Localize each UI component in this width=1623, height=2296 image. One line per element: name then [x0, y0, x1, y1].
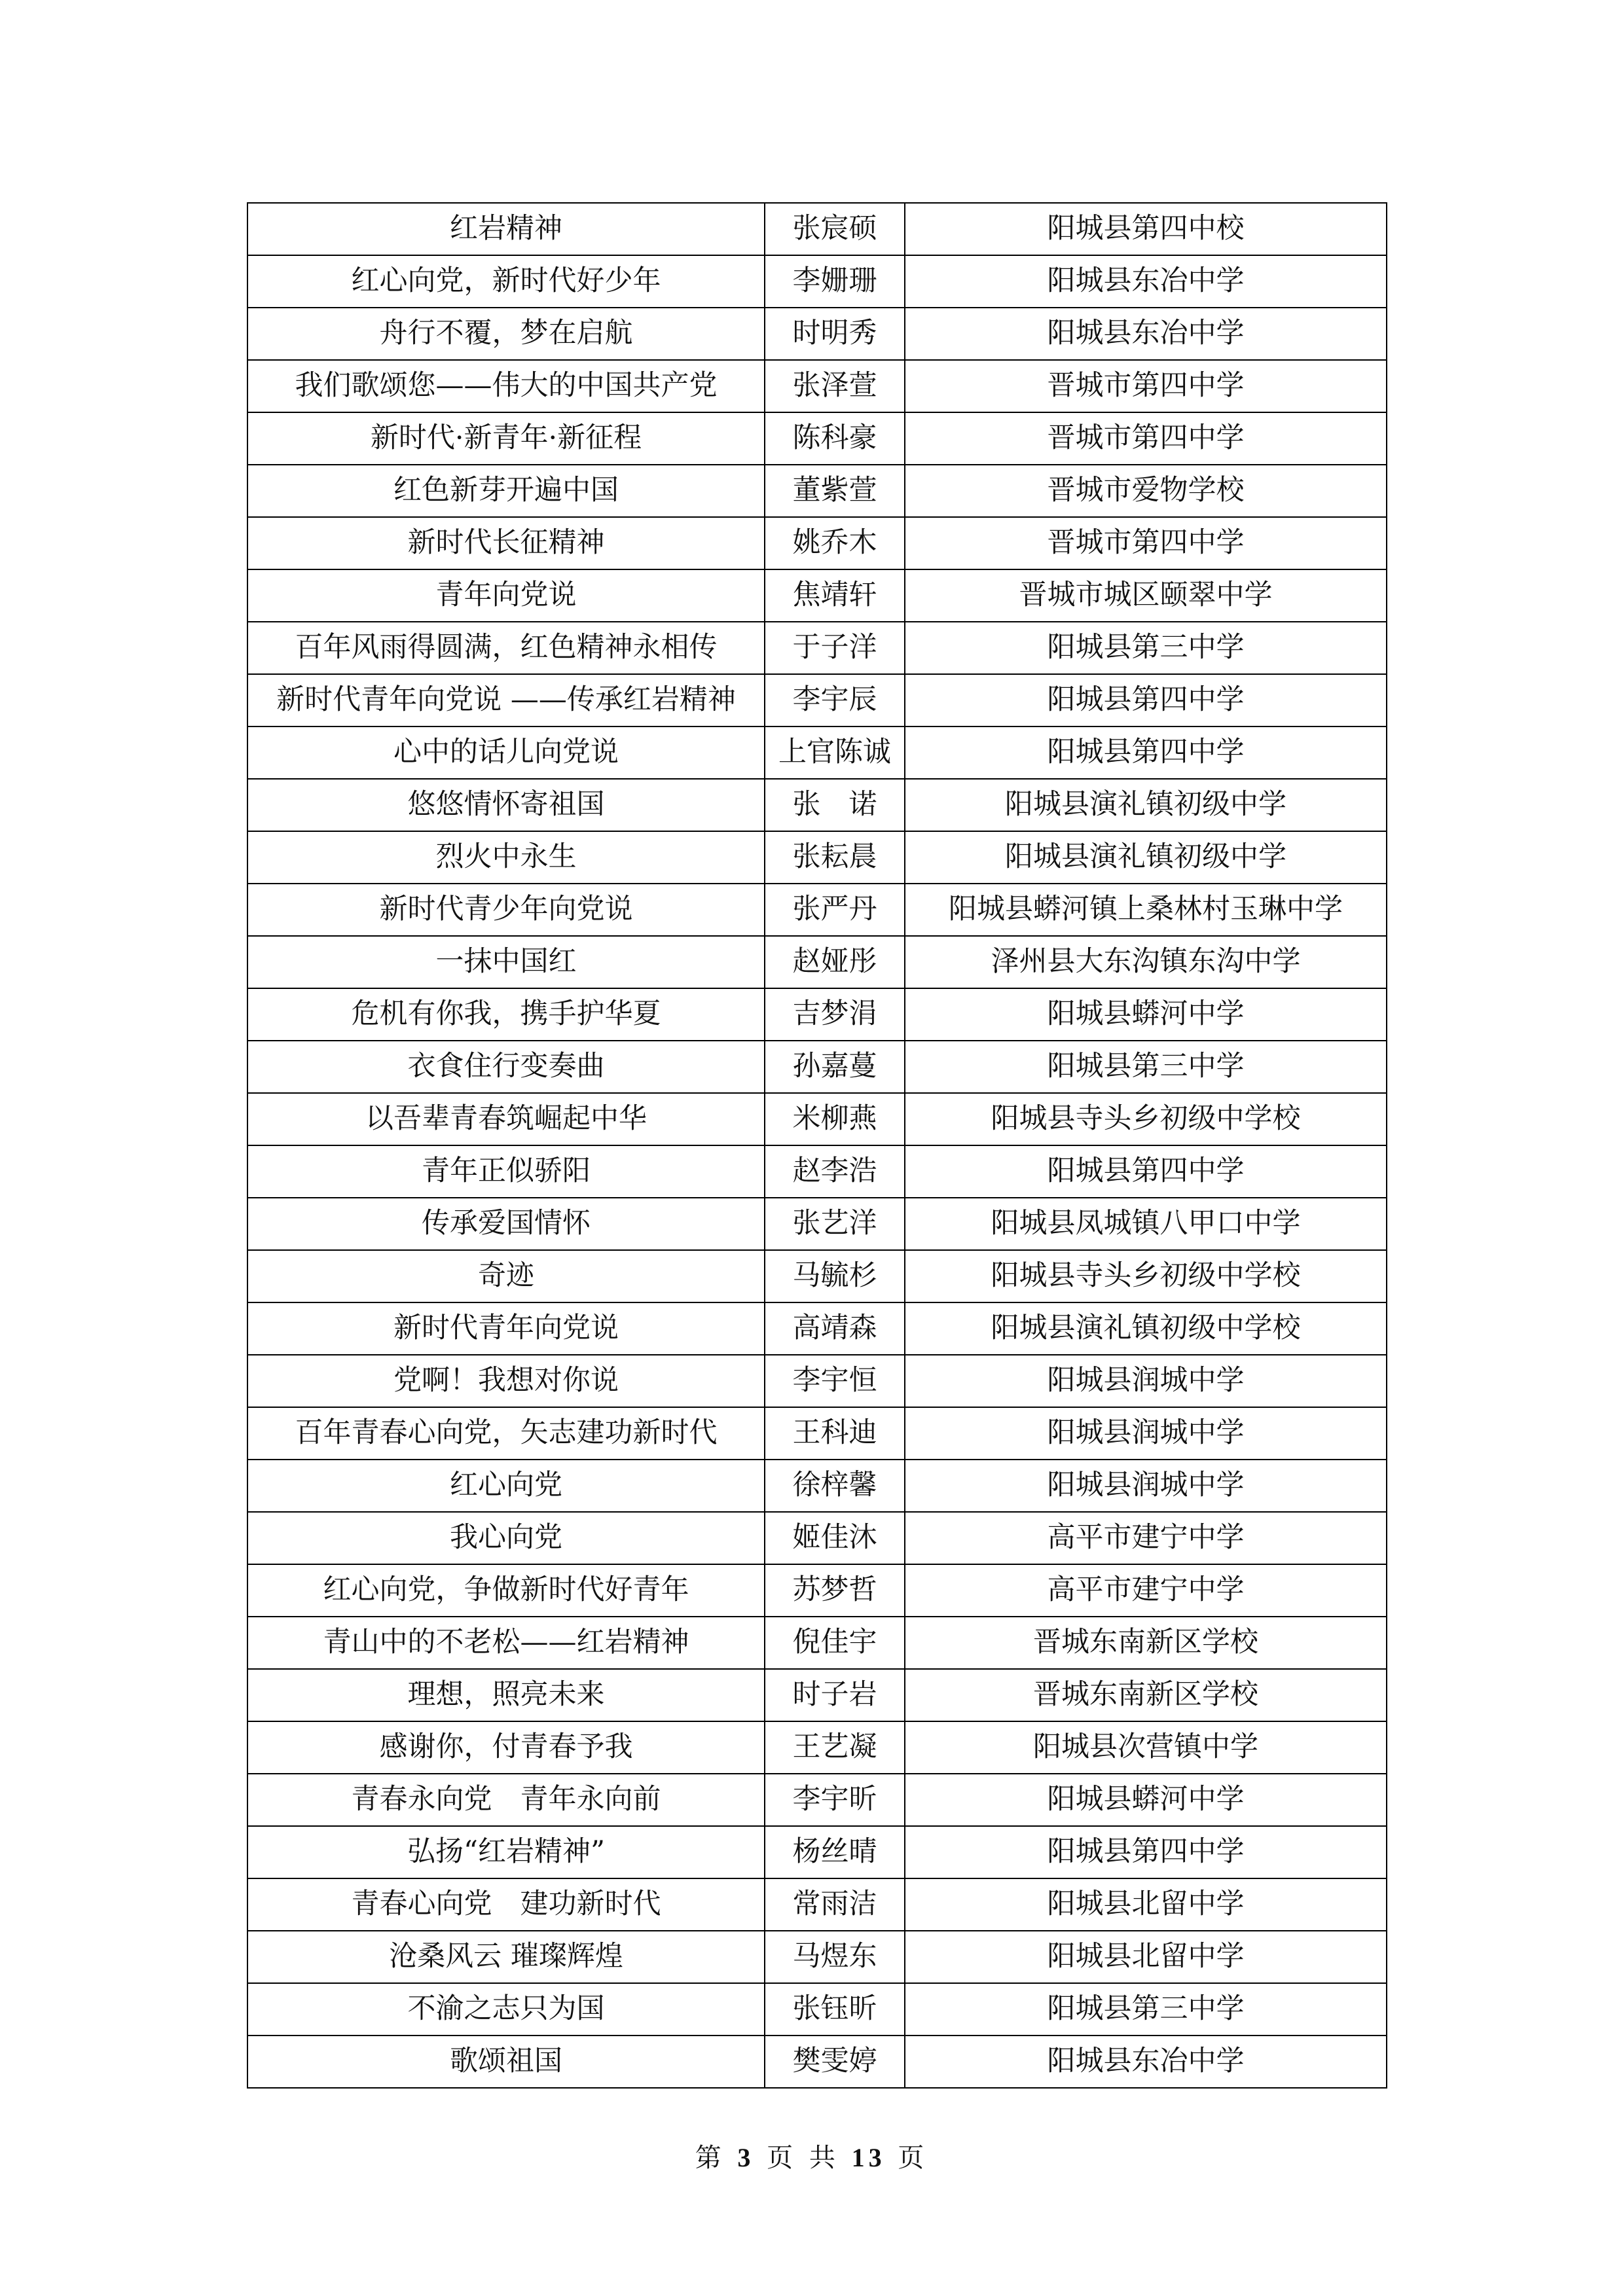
cell-author: 陈科豪: [765, 412, 905, 465]
cell-author: 张钰昕: [765, 1983, 905, 2036]
cell-author: 常雨洁: [765, 1878, 905, 1931]
entries-table: [247, 202, 1387, 2089]
table-row: [247, 1041, 1387, 1093]
cell-title: 一抹中国红: [247, 936, 765, 988]
cell-author: 姚乔木: [765, 517, 905, 569]
table-row: [247, 465, 1387, 517]
cell-author: 张严丹: [765, 884, 905, 936]
cell-title: 理想，照亮未来: [247, 1669, 765, 1721]
cell-author: 樊雯婷: [765, 2036, 905, 2088]
cell-school: 阳城县蟒河中学: [905, 988, 1387, 1041]
table-row: [247, 1355, 1387, 1407]
cell-school: 阳城县第三中学: [905, 622, 1387, 674]
table-row: [247, 517, 1387, 569]
table-row: [247, 1564, 1387, 1617]
table-row: [247, 1250, 1387, 1302]
cell-author: 李宇昕: [765, 1774, 905, 1826]
cell-title: 舟行不覆，梦在启航: [247, 308, 765, 360]
table-row: [247, 726, 1387, 779]
cell-author: 张宸硕: [765, 203, 905, 255]
cell-title: 我心向党: [247, 1512, 765, 1564]
cell-author: 张泽萱: [765, 360, 905, 412]
page-footer: [0, 2137, 1623, 2174]
table-row: [247, 1407, 1387, 1460]
table-row: [247, 1145, 1387, 1198]
table-row: [247, 203, 1387, 255]
cell-school: 阳城县蟒河镇上桑林村玉琳中学: [905, 884, 1387, 936]
cell-author: 赵李浩: [765, 1145, 905, 1198]
table-row: [247, 1617, 1387, 1669]
table-row: [247, 1198, 1387, 1250]
cell-author: 张耘晨: [765, 831, 905, 884]
cell-author: 李姗珊: [765, 255, 905, 308]
table-row: [247, 1302, 1387, 1355]
cell-author: 杨丝晴: [765, 1826, 905, 1878]
cell-school: 阳城县北留中学: [905, 1931, 1387, 1983]
cell-author: 姬佳沐: [765, 1512, 905, 1564]
cell-title: 歌颂祖国: [247, 2036, 765, 2088]
cell-author: 上官陈诚: [765, 726, 905, 779]
cell-title: 青年向党说: [247, 569, 765, 622]
table-row: [247, 1460, 1387, 1512]
cell-title: 传承爱国情怀: [247, 1198, 765, 1250]
footer-page-number: 3: [737, 2143, 755, 2172]
cell-school: 晋城东南新区学校: [905, 1617, 1387, 1669]
cell-author: 赵娅彤: [765, 936, 905, 988]
cell-school: 阳城县润城中学: [905, 1460, 1387, 1512]
cell-title: 新时代青年向党说: [247, 1302, 765, 1355]
footer-prefix: 第: [695, 2143, 725, 2173]
cell-title: 红心向党: [247, 1460, 765, 1512]
cell-school: 阳城县第三中学: [905, 1041, 1387, 1093]
table-row: [247, 412, 1387, 465]
footer-middle: 页 共: [767, 2143, 839, 2173]
cell-author: 张 诺: [765, 779, 905, 831]
cell-title: 悠悠情怀寄祖国: [247, 779, 765, 831]
cell-title: 新时代青年向党说 ——传承红岩精神: [247, 674, 765, 726]
cell-title: 百年风雨得圆满，红色精神永相传: [247, 622, 765, 674]
cell-title: 弘扬“红岩精神”: [247, 1826, 765, 1878]
cell-title: 奇迹: [247, 1250, 765, 1302]
cell-school: 晋城市第四中学: [905, 517, 1387, 569]
cell-author: 米柳燕: [765, 1093, 905, 1145]
cell-school: 阳城县演礼镇初级中学: [905, 779, 1387, 831]
cell-title: 新时代·新青年·新征程: [247, 412, 765, 465]
cell-title: 新时代长征精神: [247, 517, 765, 569]
cell-school: 晋城市第四中学: [905, 360, 1387, 412]
cell-title: 我们歌颂您——伟大的中国共产党: [247, 360, 765, 412]
table-row: [247, 1669, 1387, 1721]
cell-school: 阳城县润城中学: [905, 1355, 1387, 1407]
cell-title: 感谢你，付青春予我: [247, 1721, 765, 1774]
cell-school: 阳城县北留中学: [905, 1878, 1387, 1931]
table-row: [247, 1721, 1387, 1774]
cell-author: 倪佳宇: [765, 1617, 905, 1669]
cell-title: 危机有你我，携手护华夏: [247, 988, 765, 1041]
cell-school: 阳城县蟒河中学: [905, 1774, 1387, 1826]
cell-school: 阳城县东冶中学: [905, 308, 1387, 360]
entries-table-body: [247, 203, 1387, 2088]
cell-school: 泽州县大东沟镇东沟中学: [905, 936, 1387, 988]
cell-title: 新时代青少年向党说: [247, 884, 765, 936]
cell-author: 苏梦哲: [765, 1564, 905, 1617]
cell-school: 阳城县第四中学: [905, 726, 1387, 779]
cell-school: 阳城县第四中校: [905, 203, 1387, 255]
table-row: [247, 884, 1387, 936]
cell-author: 张艺洋: [765, 1198, 905, 1250]
table-row: [247, 1826, 1387, 1878]
cell-title: 红心向党，新时代好少年: [247, 255, 765, 308]
table-row: [247, 674, 1387, 726]
footer-total-pages: 13: [851, 2143, 886, 2172]
cell-title: 青春心向党 建功新时代: [247, 1878, 765, 1931]
cell-author: 时明秀: [765, 308, 905, 360]
table-row: [247, 622, 1387, 674]
cell-school: 阳城县东冶中学: [905, 2036, 1387, 2088]
table-row: [247, 2036, 1387, 2088]
cell-author: 李宇恒: [765, 1355, 905, 1407]
cell-title: 百年青春心向党，矢志建功新时代: [247, 1407, 765, 1460]
table-row: [247, 1093, 1387, 1145]
cell-title: 青春永向党 青年永向前: [247, 1774, 765, 1826]
cell-school: 阳城县第三中学: [905, 1983, 1387, 2036]
cell-author: 马毓杉: [765, 1250, 905, 1302]
cell-school: 阳城县东冶中学: [905, 255, 1387, 308]
footer-suffix: 页: [898, 2143, 928, 2173]
cell-school: 高平市建宁中学: [905, 1512, 1387, 1564]
cell-title: 青山中的不老松——红岩精神: [247, 1617, 765, 1669]
cell-school: 阳城县润城中学: [905, 1407, 1387, 1460]
cell-title: 红岩精神: [247, 203, 765, 255]
cell-title: 红心向党，争做新时代好青年: [247, 1564, 765, 1617]
cell-school: 晋城东南新区学校: [905, 1669, 1387, 1721]
table-row: [247, 831, 1387, 884]
cell-author: 王艺凝: [765, 1721, 905, 1774]
cell-title: 心中的话儿向党说: [247, 726, 765, 779]
table-row: [247, 936, 1387, 988]
cell-author: 董紫萱: [765, 465, 905, 517]
cell-title: 红色新芽开遍中国: [247, 465, 765, 517]
cell-title: 沧桑风云 璀璨辉煌: [247, 1931, 765, 1983]
cell-author: 孙嘉蔓: [765, 1041, 905, 1093]
cell-school: 阳城县演礼镇初级中学校: [905, 1302, 1387, 1355]
cell-school: 阳城县次营镇中学: [905, 1721, 1387, 1774]
cell-author: 王科迪: [765, 1407, 905, 1460]
cell-school: 阳城县第四中学: [905, 1145, 1387, 1198]
table-row: [247, 569, 1387, 622]
table-row: [247, 1931, 1387, 1983]
table-row: [247, 308, 1387, 360]
cell-author: 吉梦涓: [765, 988, 905, 1041]
cell-author: 徐梓馨: [765, 1460, 905, 1512]
cell-author: 李宇辰: [765, 674, 905, 726]
cell-school: 阳城县第四中学: [905, 674, 1387, 726]
cell-title: 党啊！我想对你说: [247, 1355, 765, 1407]
cell-title: 青年正似骄阳: [247, 1145, 765, 1198]
cell-school: 阳城县寺头乡初级中学校: [905, 1250, 1387, 1302]
cell-author: 焦靖轩: [765, 569, 905, 622]
table-row: [247, 1878, 1387, 1931]
cell-school: 阳城县寺头乡初级中学校: [905, 1093, 1387, 1145]
cell-school: 阳城县凤城镇八甲口中学: [905, 1198, 1387, 1250]
cell-school: 晋城市爱物学校: [905, 465, 1387, 517]
cell-author: 于子洋: [765, 622, 905, 674]
table-row: [247, 1774, 1387, 1826]
cell-school: 阳城县演礼镇初级中学: [905, 831, 1387, 884]
cell-title: 不渝之志只为国: [247, 1983, 765, 2036]
cell-school: 晋城市城区颐翠中学: [905, 569, 1387, 622]
table-row: [247, 360, 1387, 412]
cell-author: 马煜东: [765, 1931, 905, 1983]
cell-author: 高靖森: [765, 1302, 905, 1355]
table-row: [247, 1983, 1387, 2036]
cell-school: 阳城县第四中学: [905, 1826, 1387, 1878]
cell-title: 烈火中永生: [247, 831, 765, 884]
cell-author: 时子岩: [765, 1669, 905, 1721]
cell-title: 衣食住行变奏曲: [247, 1041, 765, 1093]
cell-title: 以吾辈青春筑崛起中华: [247, 1093, 765, 1145]
table-row: [247, 1512, 1387, 1564]
cell-school: 晋城市第四中学: [905, 412, 1387, 465]
table-row: [247, 988, 1387, 1041]
table-row: [247, 255, 1387, 308]
cell-school: 高平市建宁中学: [905, 1564, 1387, 1617]
table-row: [247, 779, 1387, 831]
